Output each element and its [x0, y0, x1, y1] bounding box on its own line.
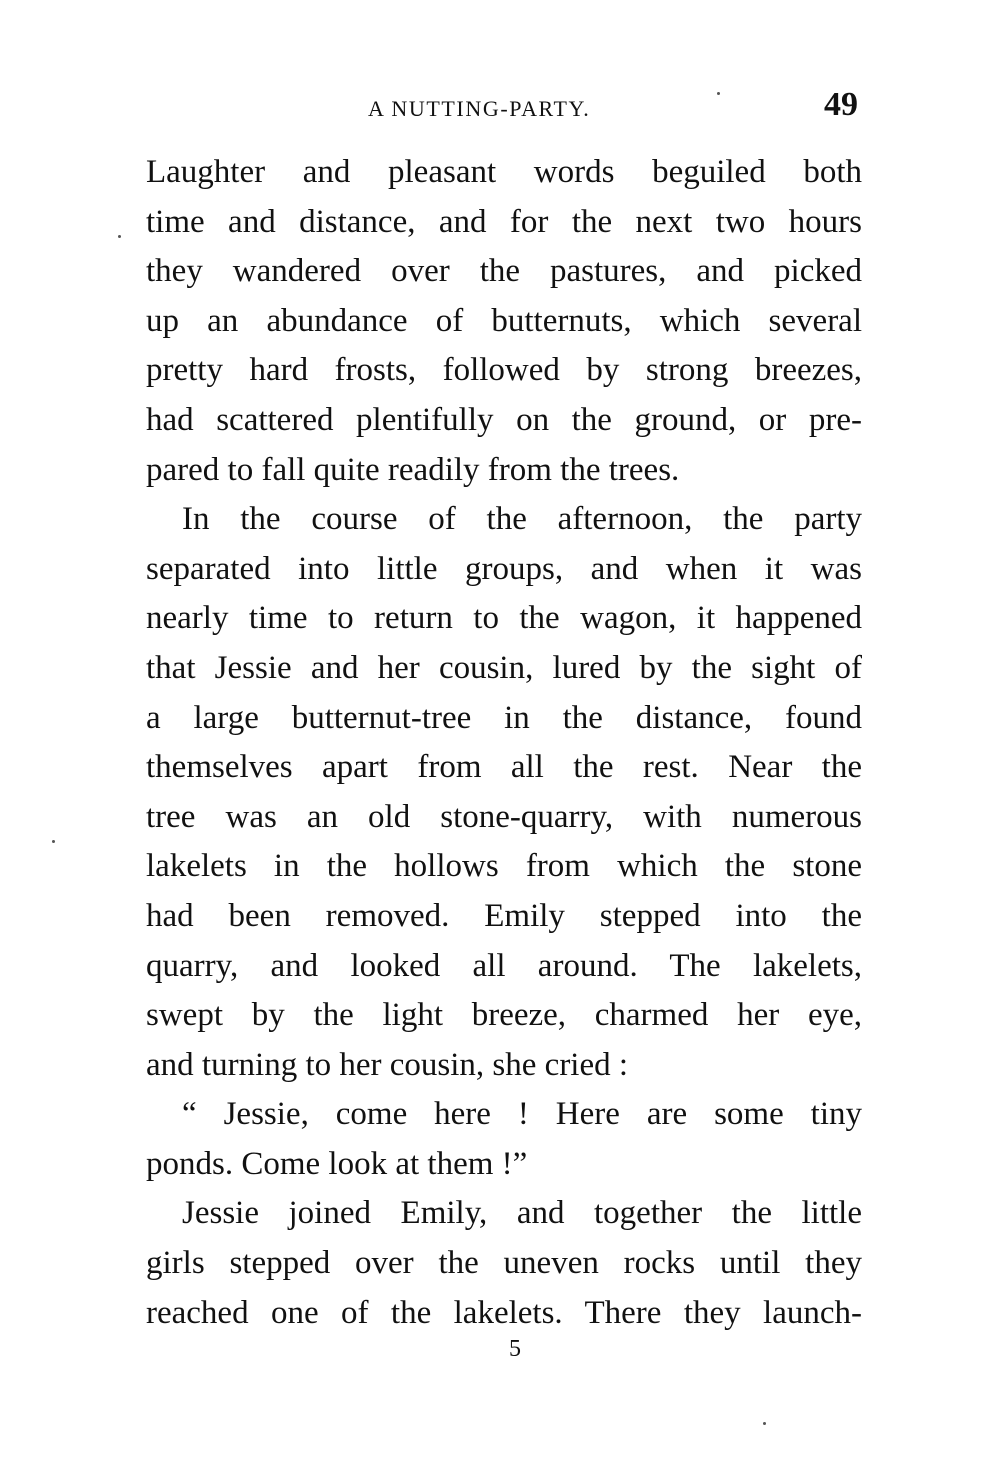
text-line: themselves apart from all the rest. Near the [146, 749, 862, 786]
text-line: a large butternut-tree in the distance, found [146, 699, 862, 736]
running-head [146, 86, 858, 126]
text-line: reached one of the lakelets. There they launch- [146, 1294, 862, 1331]
page-number: 49 [824, 86, 858, 123]
text-line: separated into little groups, and when it was [146, 550, 862, 587]
text-line: time and distance, and for the next two hours [146, 203, 862, 240]
text-line: “ Jessie, come here ! Here are some tiny [182, 1096, 862, 1133]
running-title: A NUTTING-PARTY. [368, 96, 591, 121]
paragraph [146, 1090, 862, 1189]
text-line: ponds. Come look at them !” [146, 1145, 528, 1182]
text-line: pared to fall quite readily from the trees. [146, 451, 680, 488]
print-speck [118, 235, 121, 238]
text-line: they wandered over the pastures, and picked [146, 253, 862, 290]
text-line: pretty hard frosts, followed by strong breezes, [146, 352, 862, 389]
text-line: Laughter and pleasant words beguiled both [146, 154, 862, 190]
text-line: nearly time to return to the wagon, it happened [146, 600, 862, 637]
text-line: In the course of the afternoon, the party [182, 501, 862, 538]
body-text [146, 148, 862, 1338]
text-line: girls stepped over the uneven rocks until they [146, 1245, 862, 1282]
paragraph [146, 495, 862, 1090]
paragraph [146, 148, 862, 495]
text-line: tree was an old stone-quarry, with numerous [146, 798, 862, 835]
text-line: and turning to her cousin, she cried : [146, 1046, 629, 1083]
print-speck [763, 1422, 766, 1425]
print-speck [717, 92, 720, 95]
text-line: that Jessie and her cousin, lured by the sight of [146, 649, 862, 686]
print-speck [52, 840, 55, 843]
text-line: had scattered plentifully on the ground, or pre- [146, 401, 862, 438]
paragraph [146, 1189, 862, 1338]
text-line: quarry, and looked all around. The lakelets, [146, 947, 862, 984]
text-line: lakelets in the hollows from which the stone [146, 848, 862, 885]
signature-mark: 5 [509, 1336, 521, 1362]
text-line: Jessie joined Emily, and together the little [182, 1195, 862, 1232]
text-line: had been removed. Emily stepped into the [146, 897, 862, 934]
text-line: swept by the light breeze, charmed her eye, [146, 997, 862, 1034]
text-line: up an abundance of butternuts, which several [146, 302, 862, 339]
